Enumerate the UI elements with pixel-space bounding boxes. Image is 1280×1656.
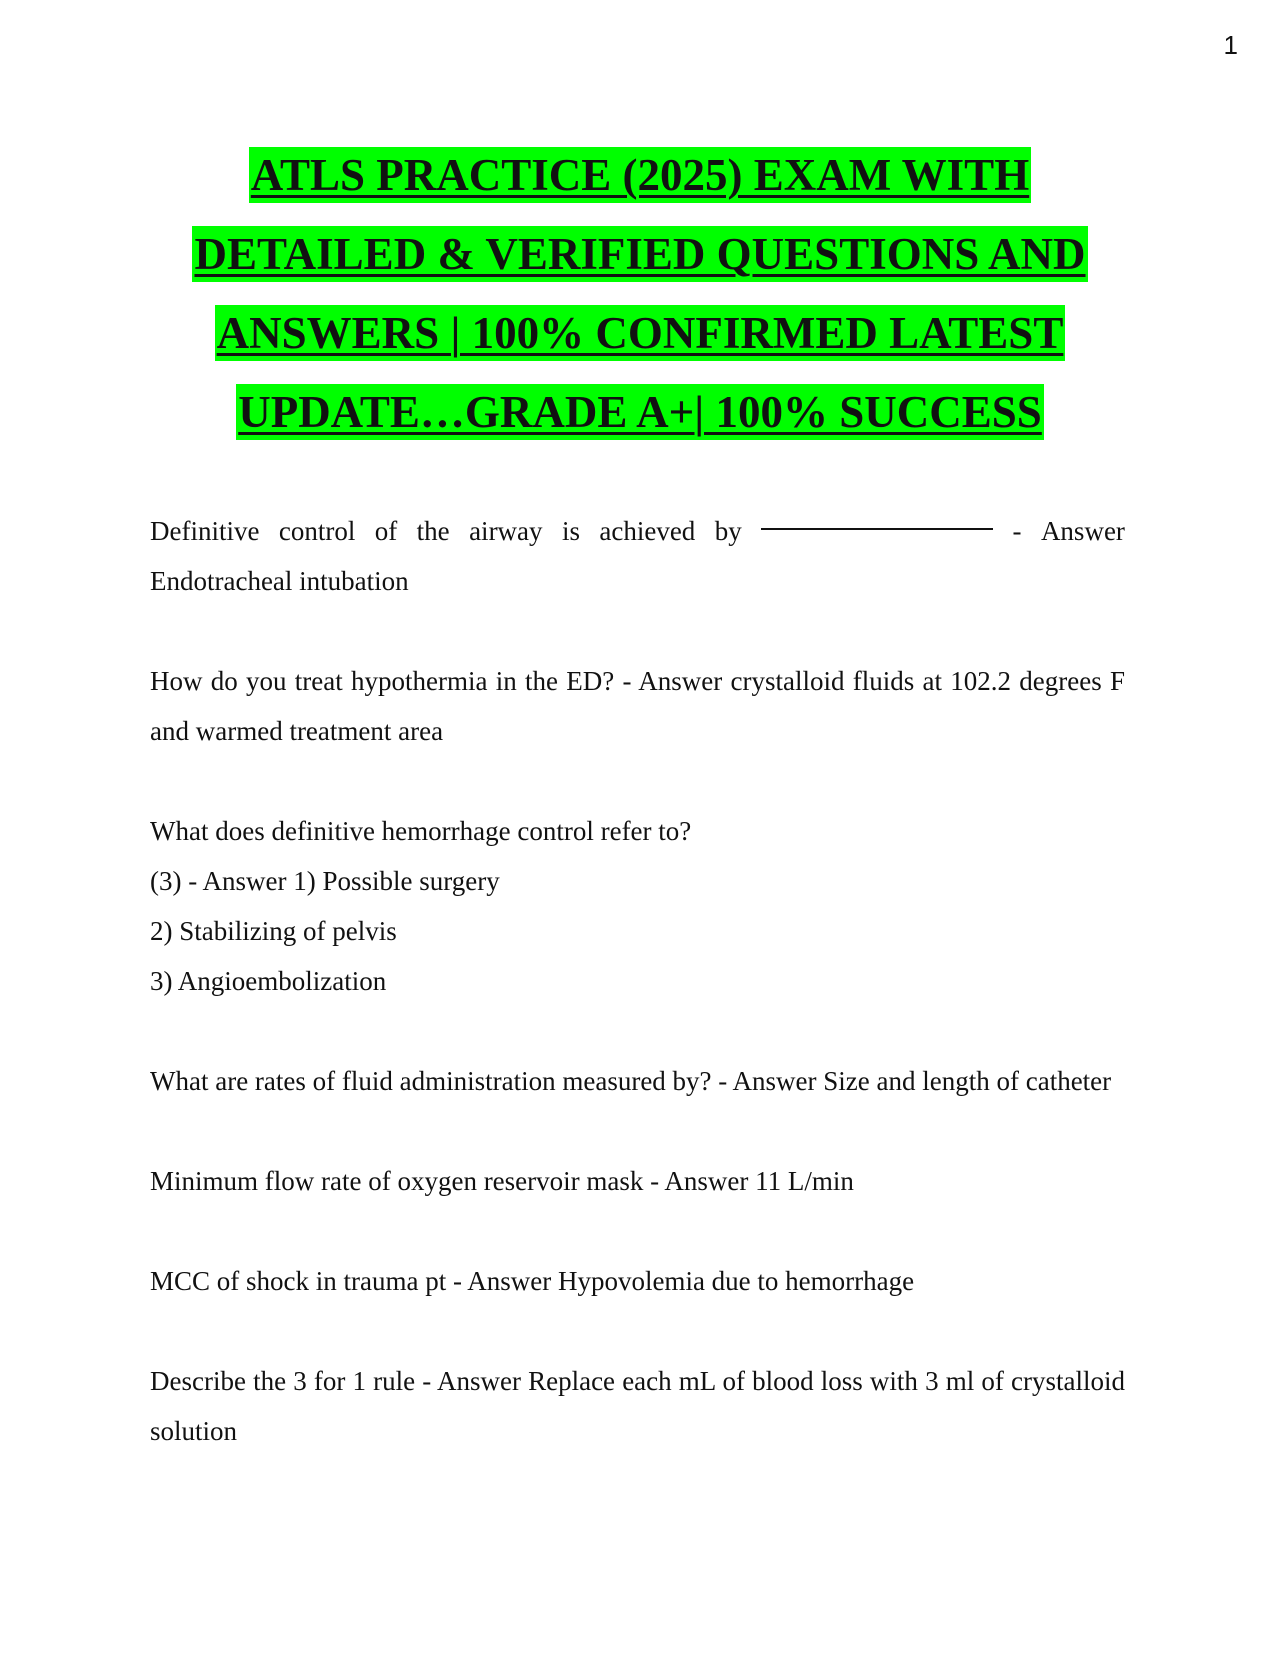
title-line-1-text: ATLS PRACTICE (2025) EXAM WITH [249,147,1031,203]
qa-1-answer-label: Answer [1040,516,1125,546]
qa-1-word: by [714,516,742,546]
qa-6-text: MCC of shock in trauma pt - Answer Hypovolemia due to hemorrhage [150,1266,915,1296]
qa-1-word: the [416,516,450,546]
qa-5-text: Minimum flow rate of oxygen reservoir mask - Answer 11 L/min [150,1166,854,1196]
qa-1-dash: - [1012,516,1022,546]
qa-1-word: achieved [599,516,696,546]
title-line-3 [0,304,1280,383]
qa-1-word: control [278,516,356,546]
qa-1-answer-text: Endotracheal intubation [150,566,409,596]
qa-1-word: is [561,516,580,546]
qa-3-line-2: (3) - Answer 1) Possible surgery [150,866,500,896]
qa-list [150,506,1125,1506]
qa-2-text: How do you treat hypothermia in the ED? - Answer crystalloid fluids at 102.2 degrees F and warmed treatment area [150,666,1125,746]
title-line-1 [0,146,1280,225]
qa-1-word: Definitive [150,516,260,546]
title-line-2-text: DETAILED & VERIFIED QUESTIONS AND [192,226,1087,282]
qa-1-word: airway [469,516,543,546]
qa-1-question-line [150,506,1125,556]
title-line-4-text: UPDATE…GRADE A+| 100% SUCCESS [236,384,1044,440]
qa-7-text: Describe the 3 for 1 rule - Answer Replace each mL of blood loss with 3 ml of crystalloid solution [150,1366,1125,1446]
qa-4-text: What are rates of fluid administration measured by? - Answer Size and length of catheter [150,1066,1112,1096]
title-line-3-text: ANSWERS | 100% CONFIRMED LATEST [215,305,1066,361]
title-line-4 [0,383,1280,462]
qa-3-line-1: What does definitive hemorrhage control refer to? [150,816,692,846]
page-number: 1 [1223,30,1238,60]
qa-1-word: of [374,516,398,546]
title-line-2 [0,225,1280,304]
answer-blank-line [761,506,993,530]
qa-item-7 [150,1356,1125,1456]
qa-item-3 [150,806,1125,1006]
qa-item-5 [150,1156,1125,1206]
qa-3-line-4: 3) Angioembolization [150,966,387,996]
qa-item-4 [150,1056,1125,1106]
document-title [0,146,1280,462]
qa-item-6 [150,1256,1125,1306]
qa-item-2 [150,656,1125,756]
qa-3-line-3: 2) Stabilizing of pelvis [150,916,397,946]
qa-item-1 [150,506,1125,606]
